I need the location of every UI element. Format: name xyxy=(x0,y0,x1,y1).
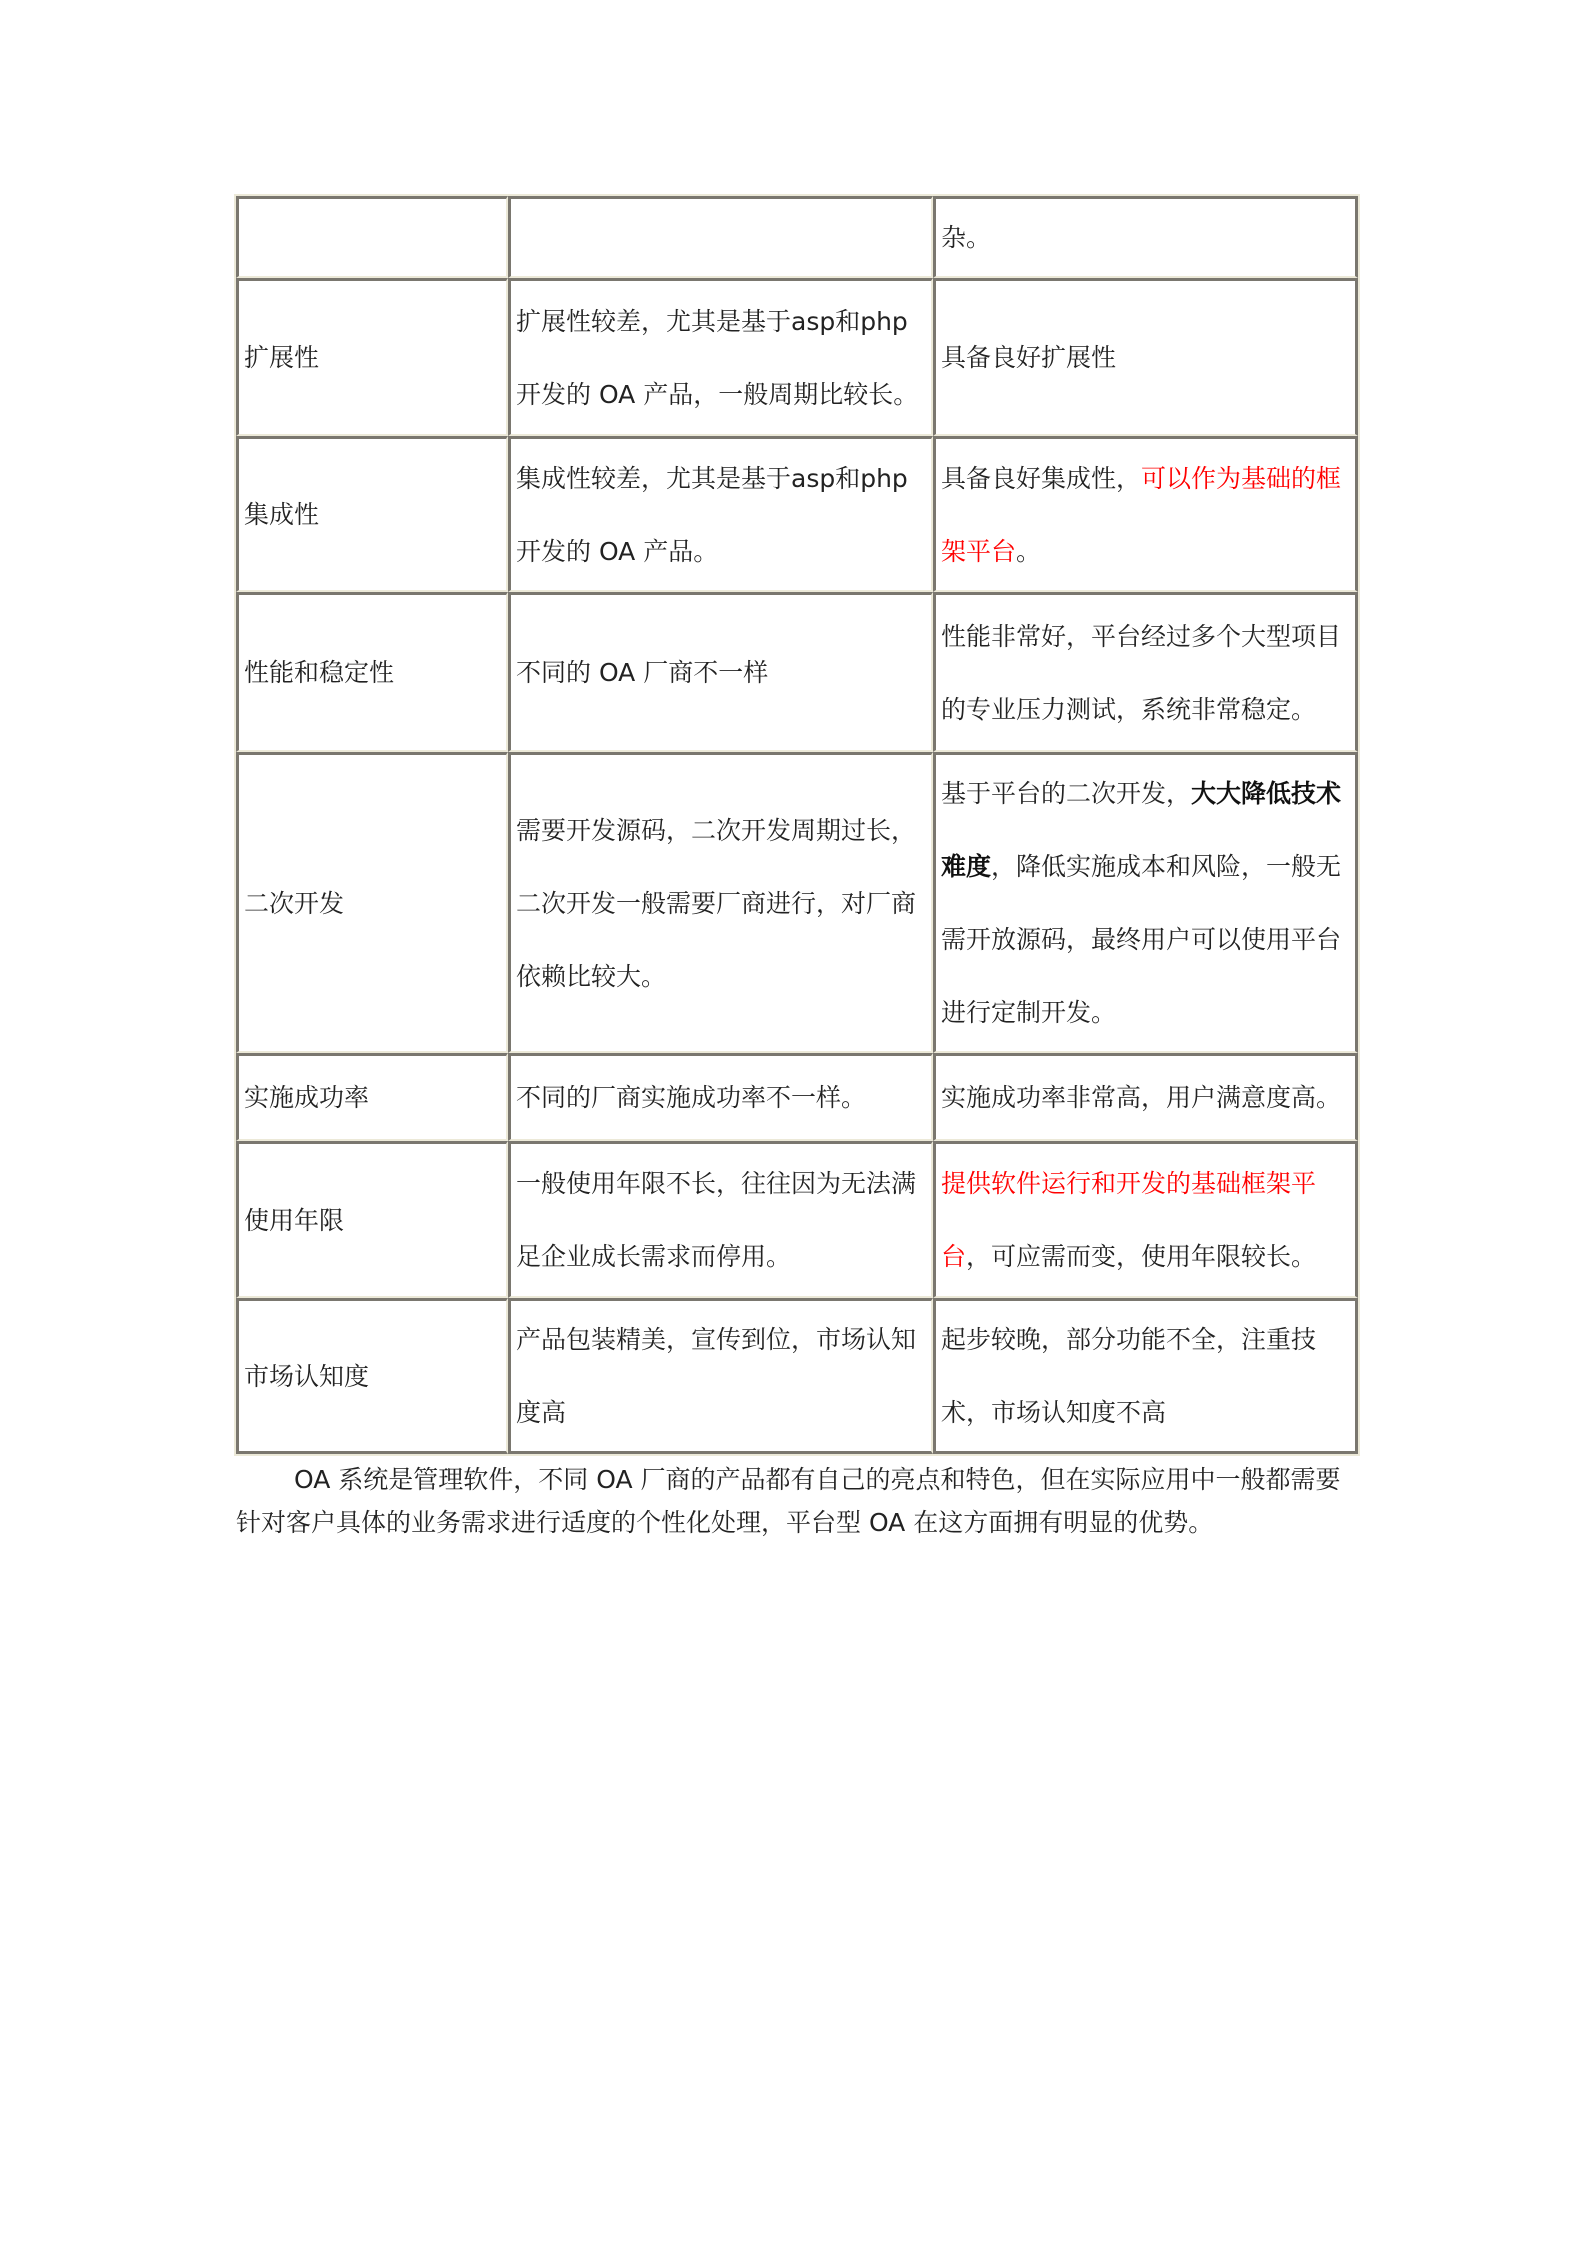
platform-oa-cell xyxy=(933,1141,1358,1298)
cell-text: ，可应需而变，使用年限较长。 xyxy=(966,1242,1317,1271)
traditional-oa-cell: 需要开发源码，二次开发周期过长，二次开发一般需要厂商进行，对厂商依赖比较大。 xyxy=(508,752,933,1053)
criterion-cell: 集成性 xyxy=(236,436,508,592)
traditional-oa-cell xyxy=(508,196,933,278)
criterion-cell: 实施成功率 xyxy=(236,1053,508,1141)
table-row xyxy=(236,1053,1358,1141)
platform-oa-cell xyxy=(933,196,1358,278)
traditional-oa-cell: 扩展性较差，尤其是基于asp和php开发的 OA 产品，一般周期比较长。 xyxy=(508,278,933,436)
traditional-oa-cell: 一般使用年限不长，往往因为无法满足企业成长需求而停用。 xyxy=(508,1141,933,1298)
cell-text: 基于平台的二次开发， xyxy=(941,779,1192,808)
criterion-cell xyxy=(236,196,508,278)
table-row xyxy=(236,592,1358,752)
table-row xyxy=(236,278,1358,436)
cell-text: 具备良好扩展性 xyxy=(941,343,1117,372)
table-row xyxy=(236,1141,1358,1298)
criterion-cell: 市场认知度 xyxy=(236,1298,508,1454)
traditional-oa-cell: 不同的 OA 厂商不一样 xyxy=(508,592,933,752)
platform-oa-cell xyxy=(933,436,1358,592)
traditional-oa-cell: 不同的厂商实施成功率不一样。 xyxy=(508,1053,933,1141)
platform-oa-cell xyxy=(933,1053,1358,1141)
criterion-cell: 二次开发 xyxy=(236,752,508,1053)
platform-oa-cell xyxy=(933,1298,1358,1454)
summary-paragraph: OA 系统是管理软件，不同 OA 厂商的产品都有自己的亮点和特色，但在实际应用中一般都需要针对客户具体的业务需求进行适度的个性化处理，平台型 OA 在这方面拥有明显的优势。 xyxy=(236,1465,1341,1537)
table-row xyxy=(236,1298,1358,1454)
table-row xyxy=(236,196,1358,278)
criterion-cell: 使用年限 xyxy=(236,1141,508,1298)
table-row xyxy=(236,436,1358,592)
platform-oa-cell xyxy=(933,592,1358,752)
comparison-table xyxy=(234,194,1360,1456)
cell-text: 起步较晚，部分功能不全，注重技术，市场认知度不高 xyxy=(941,1325,1317,1427)
cell-text: 实施成功率非常高，用户满意度高。 xyxy=(941,1083,1342,1112)
highlighted-text: 提供软件运行和开发的基础框架平台 xyxy=(941,1169,1317,1271)
cell-text: 性能非常好，平台经过多个大型项目的专业压力测试，系统非常稳定。 xyxy=(941,621,1342,724)
bold-text: 大大降低技术难度 xyxy=(941,779,1342,881)
highlighted-text: 可以作为基础的框架平台 xyxy=(941,463,1342,566)
traditional-oa-cell: 集成性较差，尤其是基于asp和php开发的 OA 产品。 xyxy=(508,436,933,592)
cell-text: 杂。 xyxy=(941,223,992,252)
cell-text: 。 xyxy=(1016,536,1042,566)
criterion-cell: 扩展性 xyxy=(236,278,508,436)
criterion-cell: 性能和稳定性 xyxy=(236,592,508,752)
traditional-oa-cell: 产品包装精美，宣传到位，市场认知度高 xyxy=(508,1298,933,1454)
platform-oa-cell xyxy=(933,278,1358,436)
cell-text: 具备良好集成性， xyxy=(941,463,1142,493)
platform-oa-cell xyxy=(933,752,1358,1053)
table-row xyxy=(236,752,1358,1053)
cell-text: ，降低实施成本和风险，一般无需开放源码，最终用户可以使用平台进行定制开发。 xyxy=(941,852,1342,1027)
